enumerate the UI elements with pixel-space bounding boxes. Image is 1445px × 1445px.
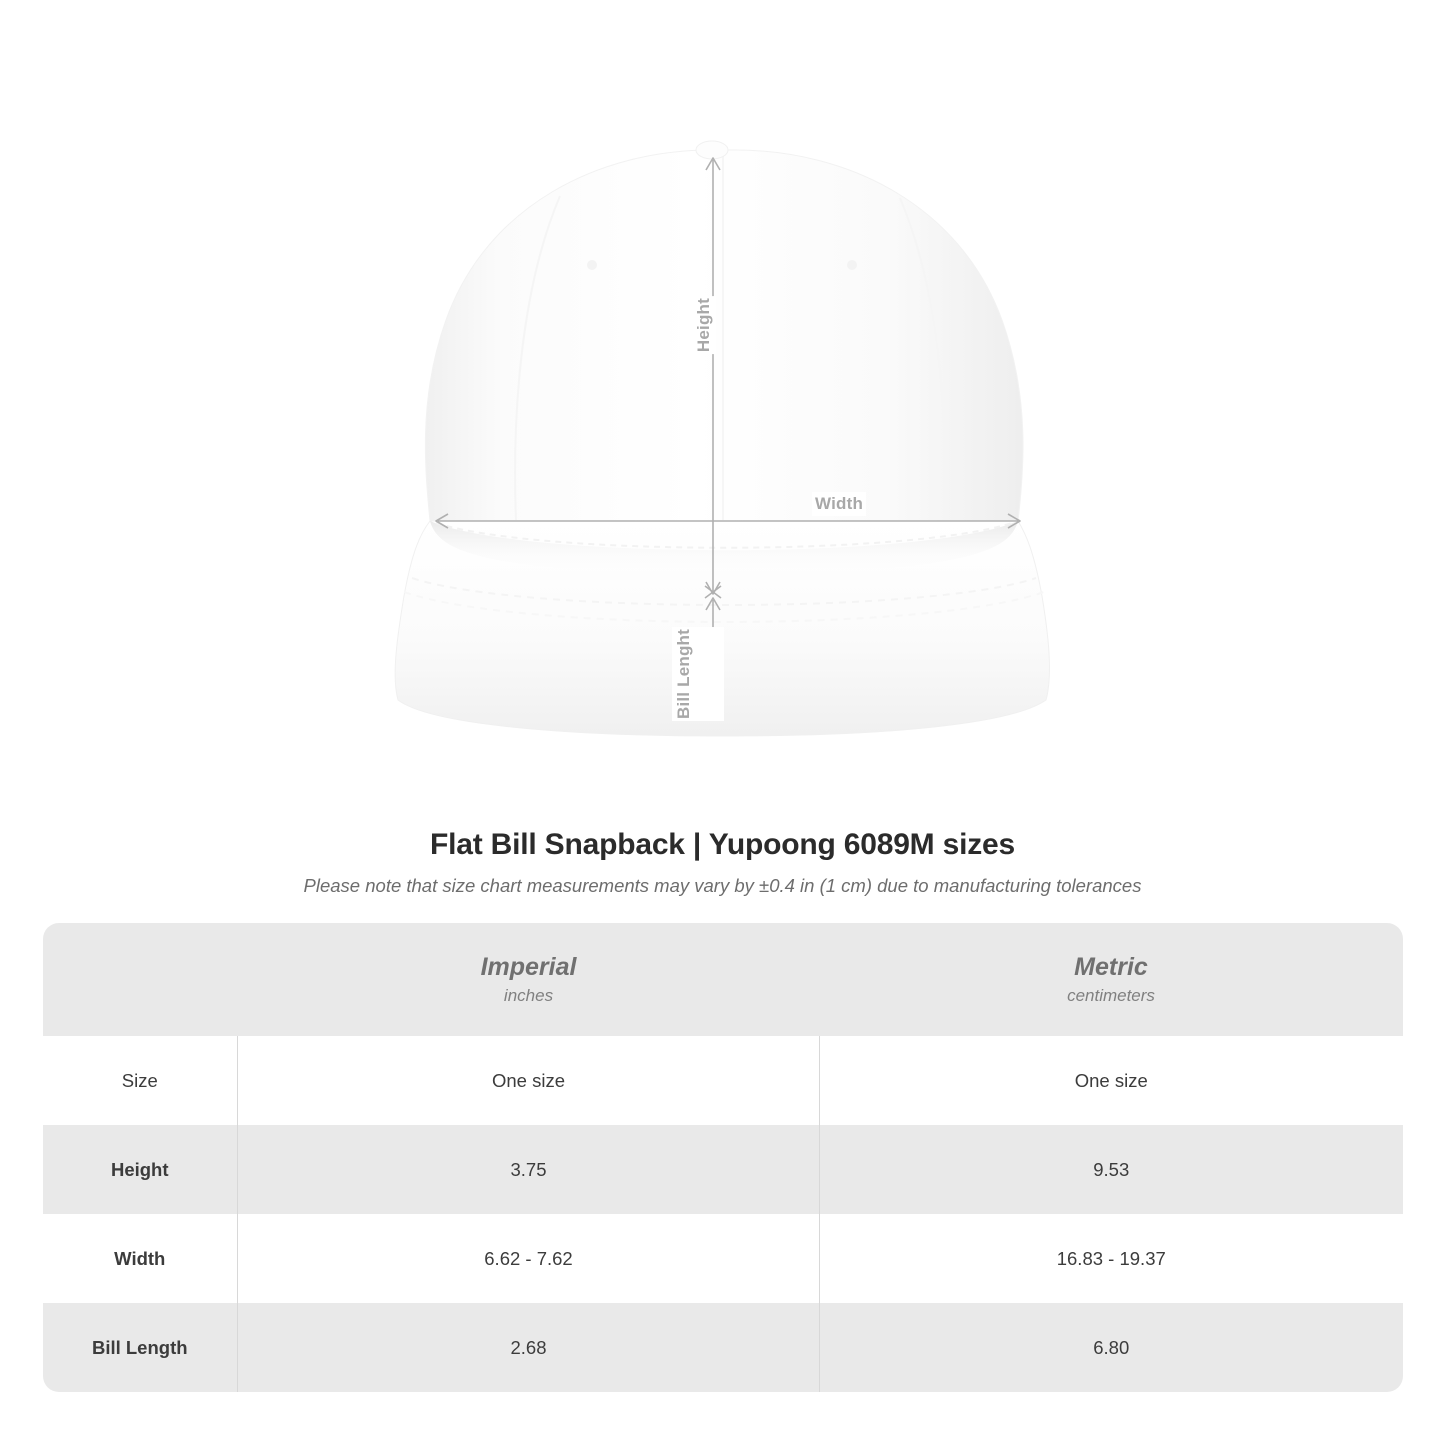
table-row	[43, 1125, 1403, 1214]
height-dimension-label: Height	[692, 296, 716, 354]
table-header-row	[43, 923, 1403, 1036]
size-chart-table	[43, 923, 1403, 1392]
cell-height-metric: 9.53	[820, 1125, 1403, 1214]
imperial-system-label: Imperial	[480, 953, 577, 982]
size-chart-table-wrap	[43, 923, 1403, 1392]
table-row	[43, 1303, 1403, 1392]
eyelet-right	[847, 260, 857, 270]
header-corner-cell	[43, 923, 238, 1036]
row-label-size: Size	[43, 1036, 238, 1125]
cell-bill-length-metric: 6.80	[820, 1303, 1403, 1392]
title-block	[0, 828, 1445, 897]
cell-width-metric: 16.83 - 19.37	[820, 1214, 1403, 1303]
row-label-width: Width	[43, 1214, 238, 1303]
width-dimension-label: Width	[812, 492, 866, 516]
bill-length-dimension-label: Bill Lenght	[672, 627, 724, 721]
cell-size-metric: One size	[820, 1036, 1403, 1125]
header-metric-cell	[820, 923, 1403, 1036]
row-label-bill-length: Bill Length	[43, 1303, 238, 1392]
page-title: Flat Bill Snapback | Yupoong 6089M sizes	[429, 828, 1015, 861]
table-row	[43, 1214, 1403, 1303]
cell-width-imperial: 6.62 - 7.62	[238, 1214, 820, 1303]
metric-system-label: Metric	[1074, 953, 1148, 982]
crown-button	[696, 141, 728, 159]
eyelet-left	[587, 260, 597, 270]
row-label-height: Height	[43, 1125, 238, 1214]
page-subtitle: Please note that size chart measurements may vary by ±0.4 in (1 cm) due to manufacturing tolerances	[303, 875, 1142, 896]
metric-unit-label: centimeters	[1067, 985, 1155, 1005]
imperial-unit-label: inches	[503, 985, 554, 1005]
cell-height-imperial: 3.75	[238, 1125, 820, 1214]
cell-bill-length-imperial: 2.68	[238, 1303, 820, 1392]
table-row	[43, 1036, 1403, 1125]
header-imperial-cell	[238, 923, 820, 1036]
cell-size-imperial: One size	[238, 1036, 820, 1125]
